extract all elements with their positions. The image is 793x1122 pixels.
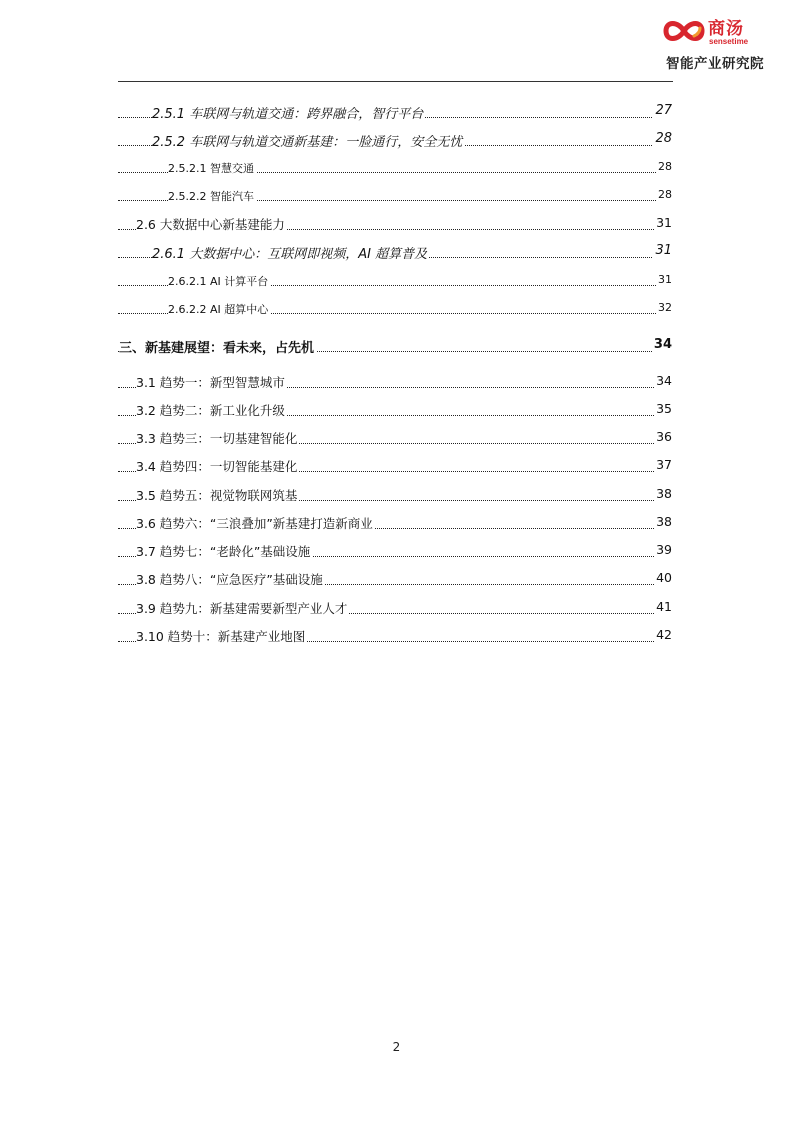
toc-page-number: 38	[656, 486, 672, 501]
toc-entry-2-6[interactable]	[0, 215, 793, 237]
toc-entry-title: 2.5.2 车联网与轨道交通新基建：一脸通行，安全无忧	[152, 131, 464, 150]
toc-entry-3-10[interactable]	[0, 627, 793, 649]
toc-entry-2-5-2-1[interactable]	[0, 158, 793, 180]
toc-entry-title: 3.2 趋势二：新工业化升级	[136, 403, 285, 418]
toc-page-number: 42	[656, 627, 672, 642]
institute-name: 智能产业研究院	[666, 56, 764, 72]
toc-entry-title: 三、新基建展望：看未来，占先机	[119, 337, 316, 356]
toc-page-number: 34	[656, 373, 672, 388]
toc-page-number: 40	[656, 570, 672, 585]
sensetime-logo	[662, 14, 772, 48]
toc-entry-3-6[interactable]	[0, 514, 793, 536]
toc-entry-title: 3.1 趋势一：新型智慧城市	[136, 375, 285, 390]
toc-entry-3-9[interactable]	[0, 599, 793, 621]
toc-page-number: 31	[655, 243, 672, 258]
toc-entry-chapter-3[interactable]	[0, 337, 793, 359]
toc-entry-title: 3.10 趋势十：新基建产业地图	[136, 629, 306, 644]
toc-entry-3-1[interactable]	[0, 373, 793, 395]
page-header	[0, 0, 793, 90]
toc-page-number: 38	[656, 514, 672, 529]
toc-entry-title: 3.5 趋势五：视觉物联网筑基	[136, 488, 298, 503]
toc-entry-3-7[interactable]	[0, 542, 793, 564]
toc-entry-3-5[interactable]	[0, 486, 793, 508]
toc-entry-2-6-1[interactable]	[0, 243, 793, 265]
toc-entry-title: 2.6.1 大数据中心：互联网即视频，AI 超算普及	[152, 243, 429, 262]
toc-entry-title: 3.4 趋势四：一切智能基建化	[136, 459, 298, 474]
toc-entry-2-6-2-2[interactable]	[0, 299, 793, 321]
logo-chinese-text: 商汤	[708, 19, 744, 39]
toc-page-number: 36	[656, 429, 672, 444]
toc-page-number: 34	[653, 337, 672, 352]
toc-page-number: 28	[658, 188, 672, 201]
toc-page-number: 31	[656, 215, 672, 230]
toc-entry-2-5-2-2[interactable]	[0, 186, 793, 208]
toc-entry-2-5-1[interactable]	[0, 103, 793, 125]
toc-page-number: 28	[655, 131, 672, 146]
toc-entry-title: 3.7 趋势七：“老龄化”基础设施	[136, 544, 311, 559]
toc-page-number: 31	[658, 273, 672, 286]
toc-entry-title: 2.6.2.2 AI 超算中心	[168, 303, 269, 316]
toc-page-number: 39	[656, 542, 672, 557]
logo-english-text: sensetime	[709, 37, 749, 46]
toc-entry-title: 2.5.2.2 智能汽车	[168, 190, 254, 203]
toc-entry-title: 3.6 趋势六：“三浪叠加”新基建打造新商业	[136, 516, 373, 531]
toc-entry-title: 2.5.1 车联网与轨道交通：跨界融合，智行平台	[152, 103, 425, 122]
toc-page-number: 28	[658, 160, 672, 173]
header-divider	[118, 81, 673, 82]
toc-entry-title: 2.5.2.1 智慧交通	[168, 162, 254, 175]
toc-page-number: 27	[655, 103, 672, 118]
toc-entry-3-4[interactable]	[0, 457, 793, 479]
toc-entry-3-3[interactable]	[0, 429, 793, 451]
toc-entry-2-6-2-1[interactable]	[0, 271, 793, 293]
toc-entry-3-8[interactable]	[0, 570, 793, 592]
toc-entry-title: 3.8 趋势八：“应急医疗”基础设施	[136, 572, 323, 587]
toc-page-number: 32	[658, 301, 672, 314]
page-number: 2	[392, 1040, 401, 1054]
toc-entry-2-5-2[interactable]	[0, 131, 793, 153]
toc-entry-title: 3.3 趋势三：一切基建智能化	[136, 431, 298, 446]
toc-entry-title: 3.9 趋势九：新基建需要新型产业人才	[136, 601, 348, 616]
toc-page-number: 37	[656, 457, 672, 472]
toc-page-number: 35	[656, 401, 672, 416]
toc-page-number: 41	[656, 599, 672, 614]
toc-entry-title: 2.6.2.1 AI 计算平台	[168, 275, 269, 288]
toc-entry-3-2[interactable]	[0, 401, 793, 423]
toc-entry-title: 2.6 大数据中心新基建能力	[136, 217, 285, 232]
infinity-logo-icon	[662, 16, 706, 46]
